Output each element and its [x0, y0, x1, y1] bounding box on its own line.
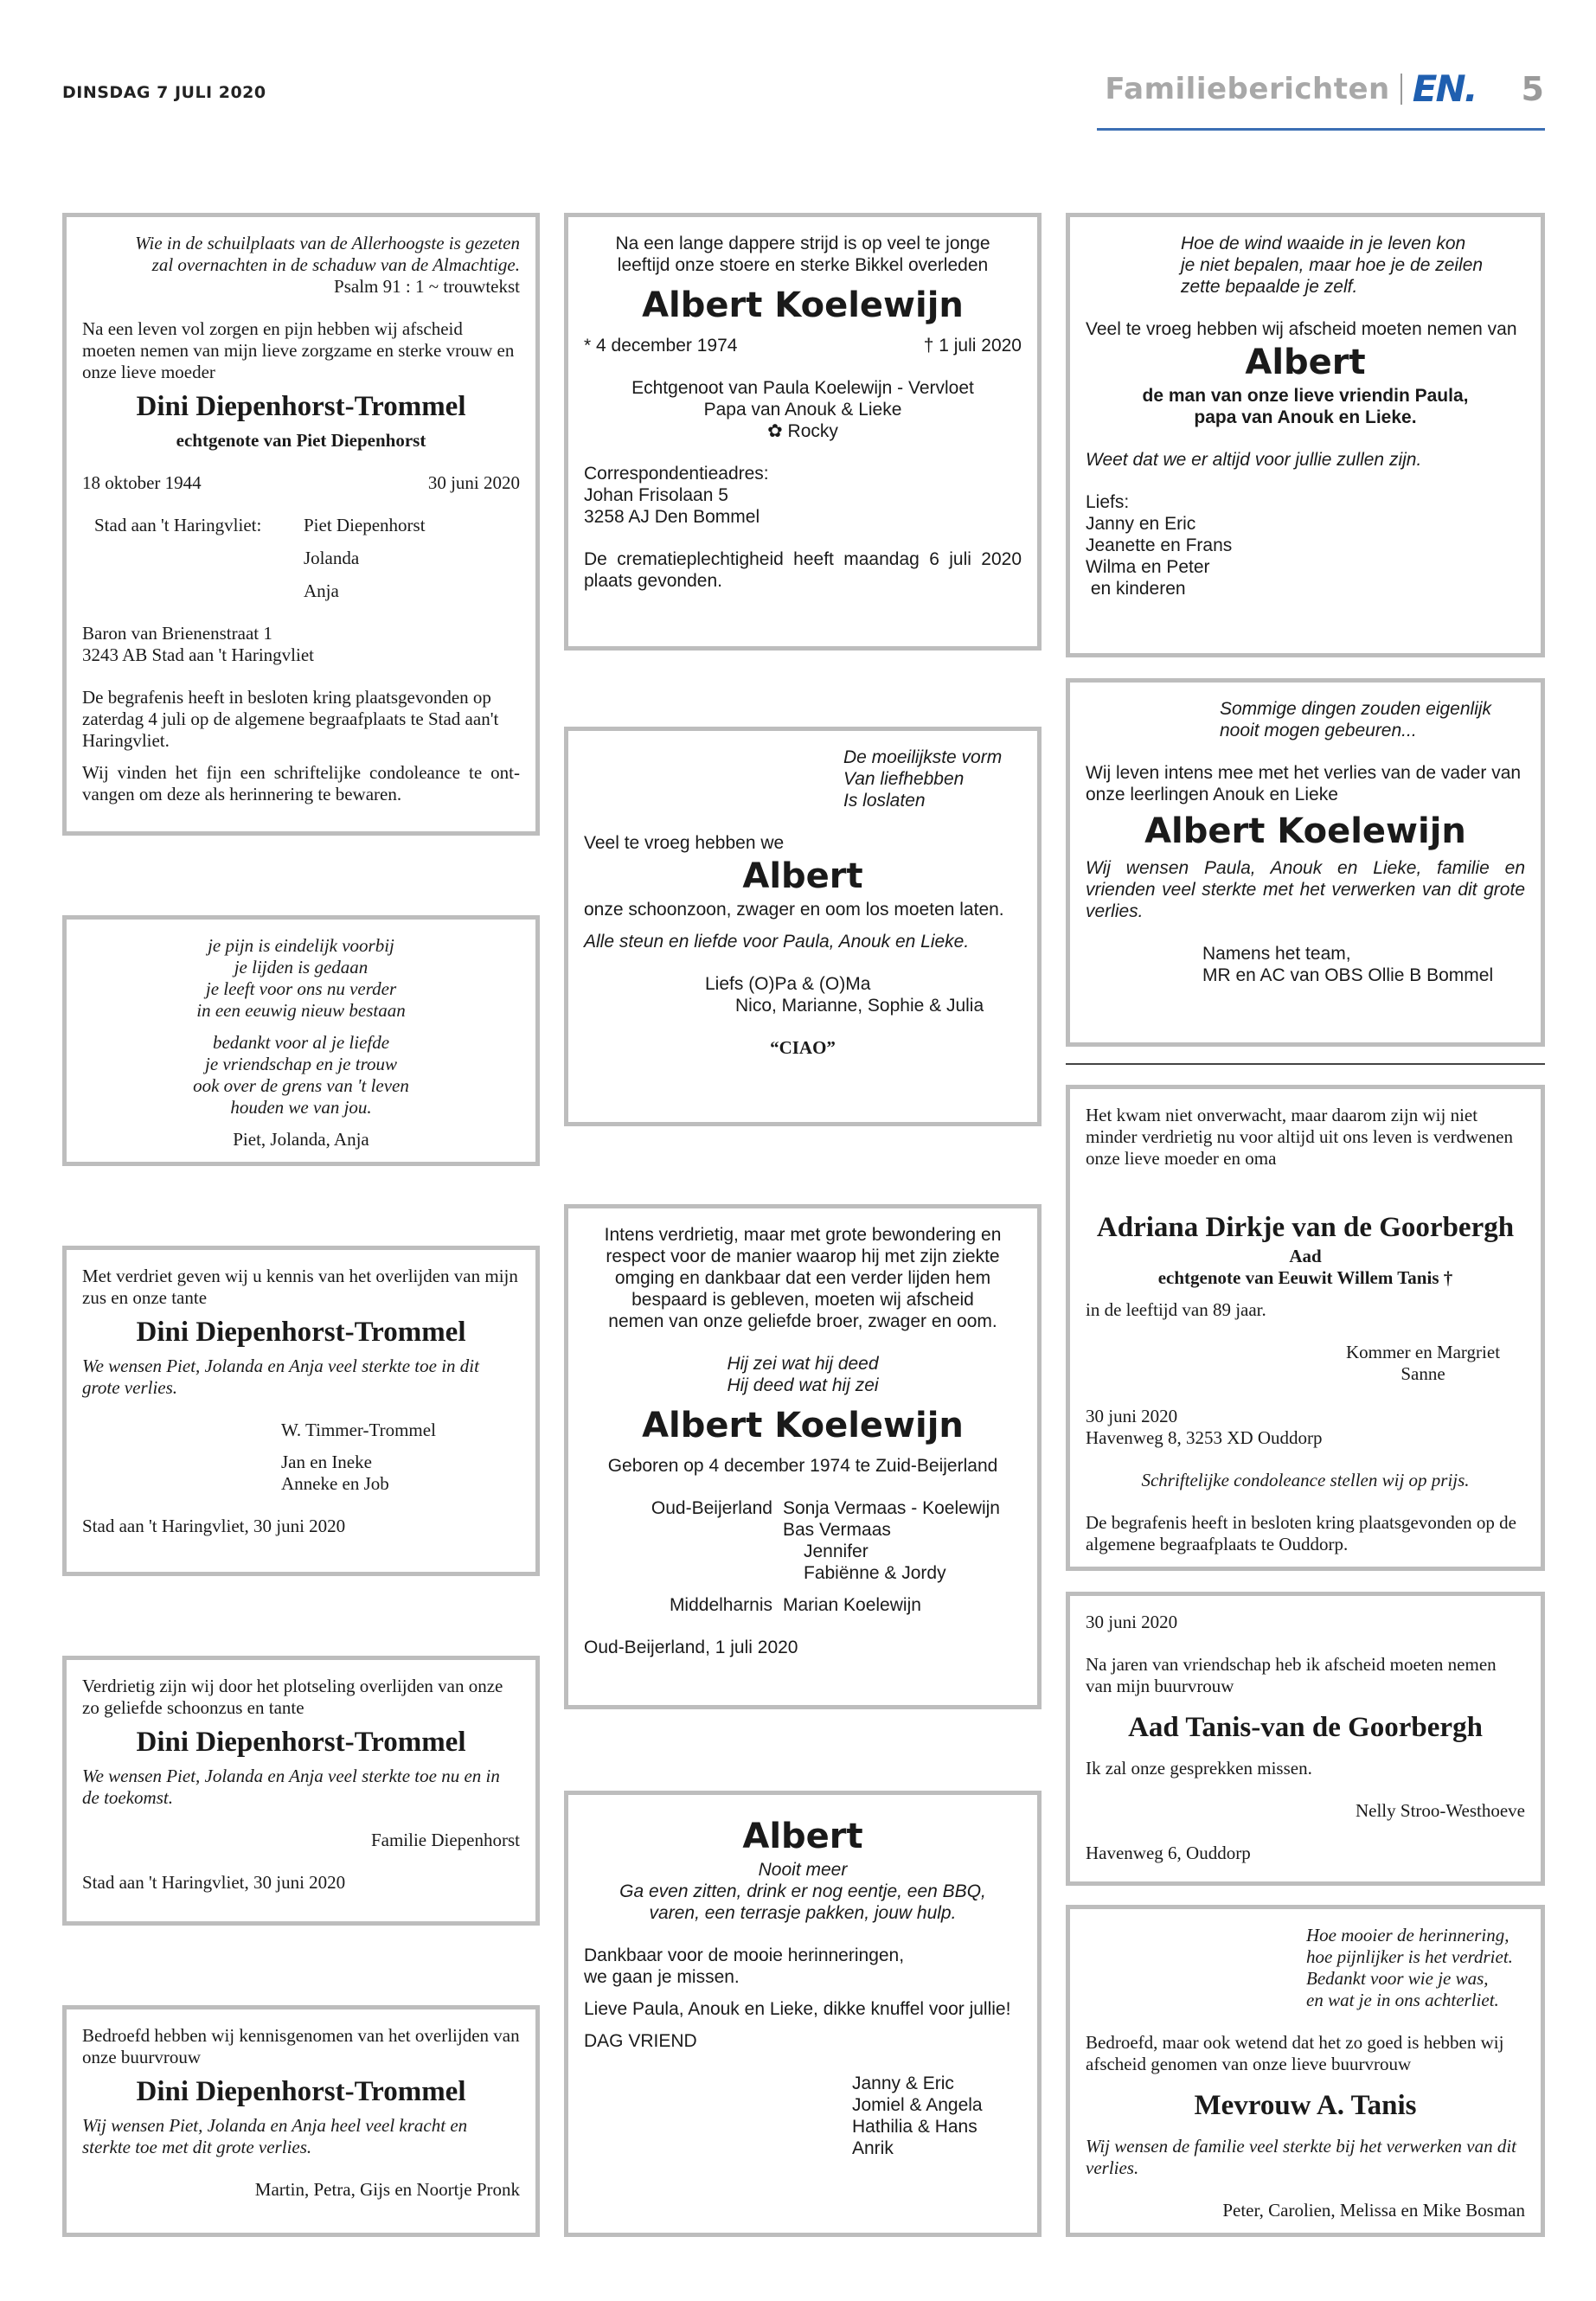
- poem-line: bedankt voor al je liefde: [212, 1032, 390, 1053]
- notice-intro: Veel te vroeg hebben we: [584, 833, 785, 853]
- deceased-name: Dini Diepenhorst-Trommel: [136, 2076, 466, 2107]
- notice-signature: Nico, Marianne, Sophie & Julia: [735, 996, 984, 1016]
- family-member: Jennifer: [804, 1541, 869, 1561]
- notice-signature: Jeanette en Frans: [1086, 535, 1233, 555]
- notice-albert-4: [564, 1791, 1042, 2237]
- deceased-name: Aad Tanis-van de Goorbergh: [1128, 1712, 1483, 1743]
- deceased-nickname: Aad: [1289, 1246, 1322, 1266]
- header-rule: [1097, 128, 1545, 131]
- notice-aad-1: [1066, 1085, 1545, 1571]
- deceased-name: Dini Diepenhorst-Trommel: [136, 1317, 466, 1348]
- deceased-name: Albert Koelewijn: [642, 285, 964, 325]
- relation-line: Papa van Anouk & Lieke: [703, 400, 902, 420]
- address-line: 3243 AB Stad aan 't Haringvliet: [82, 644, 314, 665]
- notice-wish: Wij wensen de familie veel sterkte bij het verwerken van dit verlies.: [1086, 2136, 1517, 2178]
- quote-reference: Psalm 91 : 1 ~ trouwtekst: [334, 276, 520, 297]
- notice-albert-1: [564, 213, 1042, 651]
- death-date: † 1 juli 2020: [923, 336, 1022, 356]
- notice-text: onze schoonzoon, zwager en oom los moeten laten.: [584, 900, 1004, 920]
- quote-line: Van liefhebben: [843, 769, 965, 789]
- notice-intro: Na jaren van vriendschap heb ik afscheid moeten nemen van mijn buurvrouw: [1086, 1654, 1497, 1696]
- notice-intro: Het kwam niet onverwacht, maar daarom zijn wij niet minder verdrietig nu voor altijd uit ons leven is verdwenen onze lieve moeder en oma: [1086, 1105, 1513, 1169]
- deceased-subtitle: papa van Anouk en Lieke.: [1194, 407, 1417, 427]
- life-dates: [82, 472, 520, 494]
- notice-support: Alle steun en liefde voor Paula, Anouk en Lieke.: [584, 932, 970, 952]
- notice-intro: Intens verdrietig, maar met grote bewondering en: [604, 1225, 1002, 1245]
- notice-wish: We wensen Piet, Jolanda en Anja veel sterkte toe in dit grote verlies.: [82, 1356, 479, 1398]
- section-title: Familieberichten: [1105, 71, 1390, 106]
- paw-icon: ✿: [767, 421, 783, 441]
- family-member: Marian Koelewijn: [783, 1595, 921, 1615]
- notice-aad-2: [1066, 1592, 1545, 1886]
- deceased-name: Adriana Dirkje van de Goorbergh: [1096, 1212, 1515, 1243]
- notice-signature: Anrik: [852, 2138, 894, 2158]
- deceased-subtitle: echtgenote van Piet Diepenhorst: [176, 430, 426, 451]
- deceased-subtitle: echtgenote van Eeuwit Willem Tanis †: [1157, 1267, 1453, 1288]
- notice-signature: en kinderen: [1086, 579, 1186, 599]
- poem-line: ook over de grens van 't leven: [193, 1075, 409, 1096]
- family-member: Kommer en Margriet: [1345, 1342, 1501, 1362]
- family-member: Sonja Vermaas - Koelewijn: [783, 1498, 1000, 1518]
- notice-albert-5: [1066, 213, 1545, 657]
- deceased-name: Dini Diepenhorst-Trommel: [136, 1727, 466, 1758]
- notice-signature: Liefs (O)Pa & (O)Ma: [705, 974, 871, 994]
- condolence-info: Wij vinden het fijn een schriftelijke condoleance te ontvangen om deze als herinnering te bewaren.: [82, 762, 520, 804]
- family-member: Bas Vermaas: [783, 1520, 891, 1540]
- deceased-name: Albert: [1245, 343, 1366, 382]
- notice-intro: bespaard is gebleven, moeten wij afscheid: [631, 1290, 974, 1310]
- family-place: Oud-Beijerland: [651, 1498, 772, 1518]
- family-member: Fabiënne & Jordy: [804, 1563, 946, 1583]
- quote-line: Hoe mooier de herinnering,: [1306, 1925, 1509, 1945]
- place-date: Stad aan 't Haringvliet, 30 juni 2020: [82, 1872, 346, 1893]
- address-line: Baron van Brienenstraat 1: [82, 623, 272, 644]
- notice-albert-3: [564, 1204, 1042, 1709]
- notice-intro: Na een lange dappere strijd is op veel te jonge: [615, 234, 990, 253]
- notice-signature: Piet, Jolanda, Anja: [233, 1129, 369, 1150]
- deceased-name: Albert: [742, 1817, 863, 1856]
- notice-intro: omging en dankbaar dat een verder lijden hem: [614, 1268, 991, 1288]
- family-member: Piet Diepenhorst: [304, 515, 426, 535]
- notice-intro: respect voor de manier waarop hij met zijn ziekte: [606, 1247, 1000, 1266]
- quote-line: zal overnachten in de schaduw van de Almachtige.: [151, 254, 520, 275]
- notice-intro: Veel te vroeg hebben wij afscheid moeten nemen van: [1086, 319, 1517, 339]
- poem-line: je vriendschap en je trouw: [204, 1054, 397, 1074]
- poem-line: je pijn is eindelijk voorbij: [208, 935, 394, 956]
- deceased-name: Albert Koelewijn: [642, 1406, 964, 1445]
- address-line: Havenweg 8, 3253 XD Ouddorp: [1086, 1427, 1323, 1448]
- correspondence-label: Correspondentieadres:: [584, 464, 769, 484]
- quote-line: varen, een terrasje pakken, jouw hulp.: [649, 1903, 957, 1923]
- page-header: [1105, 67, 1544, 110]
- notice-intro: Na een leven vol zorgen en pijn hebben wij afscheid moeten nemen van mijn lieve zorgzame en sterke vrouw en onze lieve moeder: [82, 318, 515, 382]
- quote-line: zette bepaalde je zelf.: [1181, 277, 1358, 297]
- quote-line: Nooit meer: [758, 1860, 848, 1880]
- place-date: Stad aan 't Haringvliet, 30 juni 2020: [82, 1516, 346, 1536]
- thanks-line: we gaan je missen.: [584, 1967, 740, 1987]
- notice-signature: Jomiel & Angela: [852, 2095, 983, 2115]
- birth-date: * 4 december 1974: [584, 336, 738, 356]
- family-member: Jan en Ineke: [281, 1452, 372, 1472]
- notice-closing: “CIAO”: [770, 1037, 836, 1058]
- notice-wish: Wij wensen Piet, Jolanda en Anja heel veel kracht en sterkte toe met dit grote verlies.: [82, 2115, 468, 2157]
- quote-line: Bedankt voor wie je was,: [1306, 1968, 1489, 1989]
- notice-intro: Bedroefd, maar ook wetend dat het zo goed is hebben wij afscheid genomen van onze lieve buurvrouw: [1086, 2032, 1504, 2074]
- family-member: Jolanda: [304, 548, 360, 568]
- birth-info: Geboren op 4 december 1974 te Zuid-Beijerland: [607, 1456, 998, 1476]
- death-date: 30 juni 2020: [1086, 1406, 1178, 1426]
- deceased-name: Albert: [742, 856, 863, 896]
- deceased-name: Albert Koelewijn: [1144, 811, 1466, 851]
- quote-line: nooit mogen gebeuren...: [1220, 721, 1417, 740]
- notice-wish: We wensen Piet, Jolanda en Anja veel sterkte toe nu en in de toekomst.: [82, 1766, 500, 1808]
- family-place: Stad aan 't Haringvliet:: [94, 515, 262, 535]
- quote-line: Is loslaten: [843, 791, 926, 811]
- notice-signature: Wilma en Peter: [1086, 557, 1210, 577]
- notice-signature: MR en AC van OBS Ollie B Bommel: [1202, 965, 1494, 985]
- notice-signature: Familie Diepenhorst: [370, 1830, 520, 1850]
- place-date: Oud-Beijerland, 1 juli 2020: [584, 1638, 798, 1657]
- notice-support: Weet dat we er altijd voor jullie zullen zijn.: [1086, 450, 1422, 470]
- column-rule: [1066, 1063, 1545, 1065]
- quote-line: De moeilijkste vorm: [843, 747, 1003, 767]
- poem-line: houden we van jou.: [230, 1097, 372, 1118]
- notice-dini-1: [62, 213, 540, 836]
- family-block: [584, 1497, 1022, 1584]
- life-dates: [584, 335, 1022, 356]
- quote-line: hoe pijnlijker is het verdriet.: [1306, 1946, 1513, 1967]
- notice-aad-3: [1066, 1905, 1545, 2237]
- notice-intro: nemen van onze geliefde broer, zwager en oom.: [608, 1311, 997, 1331]
- notice-signature: Janny & Eric: [852, 2073, 954, 2093]
- pet-name: Rocky: [787, 421, 838, 441]
- notice-dini-4: [62, 2005, 540, 2237]
- notice-wish: Wij wensen Paula, Anouk en Lieke, familie en vrienden veel sterkte met het verwerken van dit grote verlies.: [1086, 858, 1525, 921]
- notice-date: 30 juni 2020: [1086, 1612, 1178, 1632]
- poem-line: je lijden is gedaan: [234, 957, 369, 977]
- poem-line: in een eeuwig nieuw bestaan: [196, 1000, 406, 1021]
- notice-text: Ik zal onze gesprekken missen.: [1086, 1758, 1312, 1779]
- quote-line: Ga even zitten, drink er nog eentje, een BBQ,: [619, 1881, 986, 1901]
- family-block: [584, 1594, 1022, 1616]
- publication-logo: EN.: [1412, 67, 1477, 110]
- funeral-info: De begrafenis heeft in besloten kring plaatsgevonden op de algemene begraafplaats te Ouddorp.: [1086, 1512, 1517, 1554]
- deceased-subtitle: de man van onze lieve vriendin Paula,: [1142, 386, 1469, 406]
- notice-albert-6: [1066, 678, 1545, 1047]
- notice-signature: Nelly Stroo-Westhoeve: [1355, 1800, 1525, 1821]
- condolence-info: Schriftelijke condoleance stellen wij op prijs.: [1141, 1470, 1470, 1490]
- family-block: [82, 515, 520, 602]
- relation-line: Echtgenoot van Paula Koelewijn - Vervloet: [631, 378, 974, 398]
- notice-signature: Namens het team,: [1202, 944, 1351, 964]
- notice-dini-2: [62, 1246, 540, 1576]
- notice-albert-2: [564, 727, 1042, 1126]
- pet-line: [584, 420, 1022, 442]
- notice-text: Lieve Paula, Anouk en Lieke, dikke knuffel voor jullie!: [584, 1999, 1011, 2019]
- address-line: Havenweg 6, Ouddorp: [1086, 1843, 1251, 1863]
- cremation-info: De crematieplechtigheid heeft maandag 6 juli 2020 plaats gevonden.: [584, 549, 1022, 591]
- quote-line: Sommige dingen zouden eigenlijk: [1220, 699, 1492, 719]
- deceased-name: Mevrouw A. Tanis: [1194, 2090, 1417, 2121]
- address-line: 3258 AJ Den Bommel: [584, 507, 760, 527]
- page-number: 5: [1521, 69, 1544, 108]
- birth-date: 18 oktober 1944: [82, 472, 202, 493]
- family-member: W. Timmer-Trommel: [281, 1420, 436, 1440]
- notice-intro: leeftijd onze stoere en sterke Bikkel overleden: [617, 255, 989, 275]
- header-divider: [1401, 74, 1402, 105]
- quote-line: Wie in de schuilplaats van de Allerhoogste is gezeten: [135, 233, 520, 253]
- notice-intro: Wij leven intens mee met het verlies van de vader van onze leerlingen Anouk en Lieke: [1086, 763, 1522, 804]
- notice-signature: Martin, Petra, Gijs en Noortje Pronk: [254, 2179, 520, 2200]
- family-block: [1086, 1342, 1501, 1385]
- notice-signature: Liefs:: [1086, 492, 1130, 512]
- notice-intro: Bedroefd hebben wij kennisgenomen van het overlijden van onze buurvrouw: [82, 2025, 520, 2067]
- notice-signature: Hathilia & Hans: [852, 2117, 977, 2137]
- age-info: in de leeftijd van 89 jaar.: [1086, 1299, 1266, 1320]
- address-line: Johan Frisolaan 5: [584, 485, 728, 505]
- poem-line: je leeft voor ons nu verder: [205, 978, 397, 999]
- deceased-name: Dini Diepenhorst-Trommel: [136, 391, 466, 422]
- notice-signature: Peter, Carolien, Melissa en Mike Bosman: [1222, 2200, 1525, 2221]
- notice-intro: Verdrietig zijn wij door het plotseling overlijden van onze zo geliefde schoonzus en tante: [82, 1676, 503, 1718]
- family-member: Anja: [304, 580, 339, 601]
- quote-line: Hij deed wat hij zei: [727, 1375, 879, 1395]
- death-date: 30 juni 2020: [427, 472, 520, 493]
- family-place: Middelharnis: [669, 1595, 772, 1615]
- family-member: Anneke en Job: [281, 1473, 389, 1494]
- thanks-line: Dankbaar voor de mooie herinneringen,: [584, 1945, 905, 1965]
- notice-closing: DAG VRIEND: [584, 2031, 697, 2051]
- quote-line: je niet bepalen, maar hoe je de zeilen: [1181, 255, 1484, 275]
- quote-line: Hoe de wind waaide in je leven kon: [1181, 234, 1466, 253]
- quote-line: en wat je in ons achterliet.: [1306, 1990, 1499, 2010]
- quote-line: Hij zei wat hij deed: [727, 1354, 879, 1374]
- funeral-info: De begrafenis heeft in besloten kring plaatsgevonden op zaterdag 4 juli op de algemene begraafplaats te Stad aan't Haringvliet.: [82, 687, 499, 751]
- family-member: Sanne: [1401, 1363, 1445, 1384]
- notice-signature: Janny en Eric: [1086, 514, 1196, 534]
- notice-dini-3: [62, 1656, 540, 1926]
- page-date: DINSDAG 7 JULI 2020: [62, 83, 266, 102]
- notice-intro: Met verdriet geven wij u kennis van het overlijden van mijn zus en onze tante: [82, 1266, 518, 1308]
- notice-poem: [62, 915, 540, 1166]
